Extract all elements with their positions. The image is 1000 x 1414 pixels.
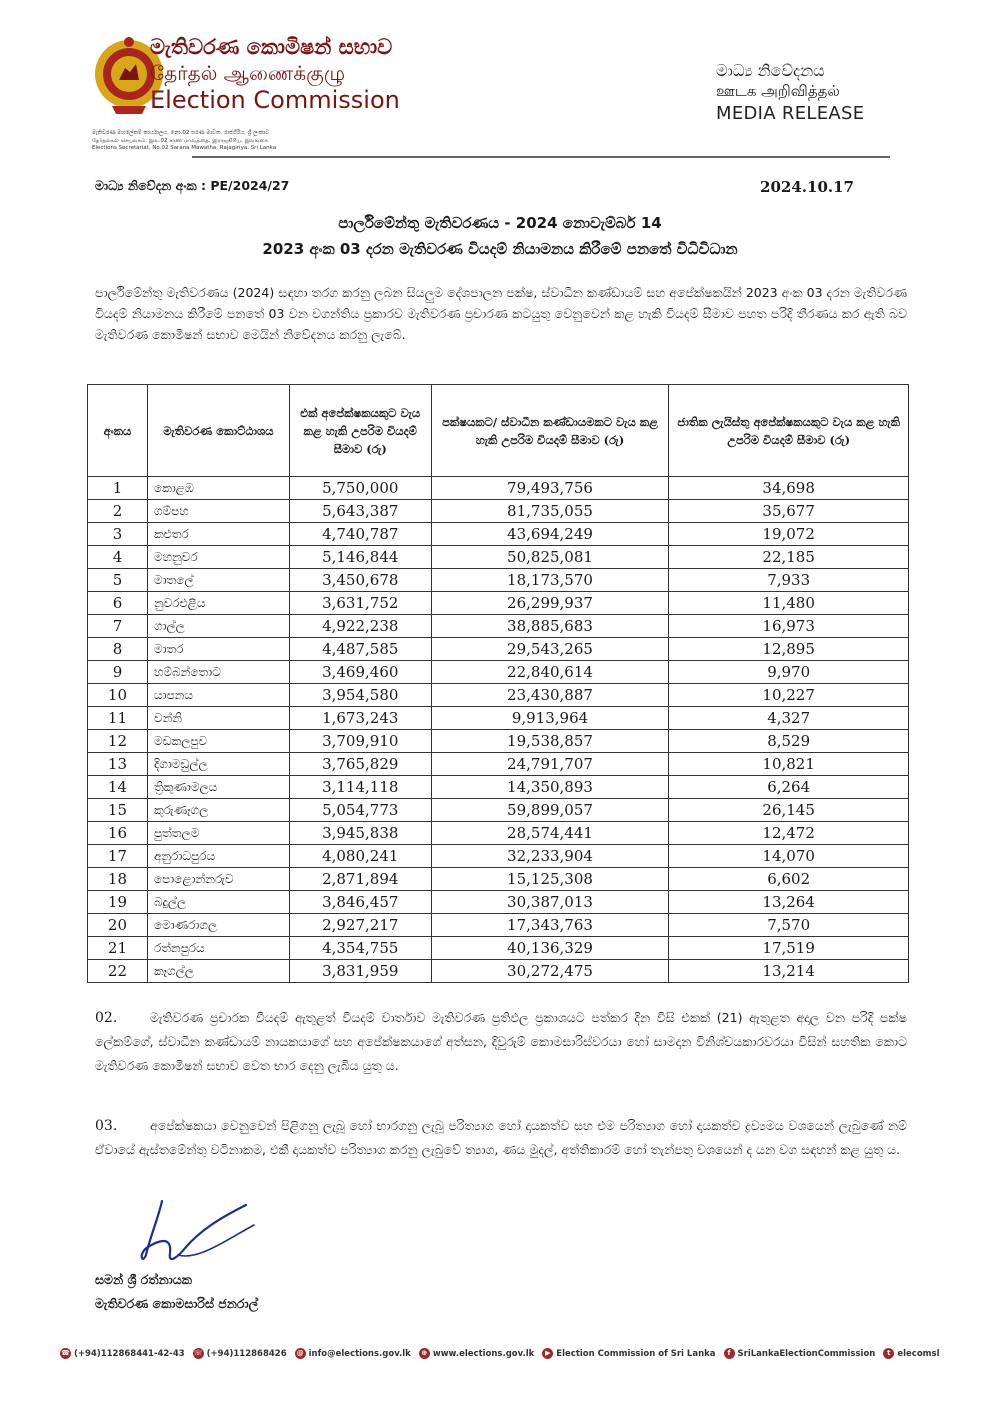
cell-party-limit: 32,233,904 [431, 845, 669, 868]
cell-no: 22 [88, 960, 148, 983]
cell-party-limit: 30,272,475 [431, 960, 669, 983]
facebook-icon: f [724, 1348, 735, 1359]
intro-paragraph: පාර්ලිමේන්තු මැතිවරණය (2024) සඳහා තරග කරනු ලබන සියලුම දේශපාලන පක්ෂ, ස්වාධීන කණ්ඩායම් සහ අපේක්ෂකයින් 2023 අංක 03 දරන මැතිවරණ වියදම් නියාමනය කිරීමේ පනතේ 03 වන වගන්තිය ප්‍රකාරව මැතිවරණ ප්‍රචාරණ කටයුතු වෙනුවෙන් කළ හැකි වියදම් සීමාව පහත පරිදි තීරණය කර ඇති බව මැතිවරණ කොමිෂන් සභාව මෙයින් නිවේදනය කරනු ලැබේ. [95, 285, 907, 342]
table-row [88, 684, 909, 707]
cell-party-limit: 18,173,570 [431, 569, 669, 592]
cell-district: කළුතර [147, 523, 289, 546]
cell-national-list-limit: 13,264 [669, 891, 909, 914]
cell-candidate-limit: 3,765,829 [289, 753, 431, 776]
cell-no: 10 [88, 684, 148, 707]
footer-twitter-text: elecomsl [897, 1348, 940, 1359]
cell-no: 15 [88, 799, 148, 822]
table-row [88, 661, 909, 684]
cell-national-list-limit: 34,698 [669, 477, 909, 500]
table-row [88, 753, 909, 776]
table-row [88, 500, 909, 523]
cell-no: 11 [88, 707, 148, 730]
globe-icon: ⊕ [419, 1348, 430, 1359]
cell-candidate-limit: 3,831,959 [289, 960, 431, 983]
table-row [88, 615, 909, 638]
document-title: පාර්ලිමේන්තු මැතිවරණය - 2024 නොවැම්බර් 14 [338, 214, 662, 232]
cell-national-list-limit: 10,227 [669, 684, 909, 707]
cell-no: 17 [88, 845, 148, 868]
cell-national-list-limit: 7,933 [669, 569, 909, 592]
media-release-label [716, 60, 886, 126]
commission-names [150, 34, 400, 114]
cell-candidate-limit: 3,631,752 [289, 592, 431, 615]
footer-phone-1[interactable] [60, 1348, 185, 1359]
cell-party-limit: 15,125,308 [431, 868, 669, 891]
cell-no: 8 [88, 638, 148, 661]
table-row [88, 592, 909, 615]
footer-website[interactable] [419, 1348, 534, 1359]
cell-district: පොළොන්නරුව [147, 868, 289, 891]
paragraph-text: අපේක්ෂකයා වෙනුවෙන් පිළිගනු ලැබූ හෝ භාරගනු ලැබූ පරිත්‍යාග හෝ දායකත්ව සහ එම පරිත්‍යාග හෝ දායකත්ව ද්‍රව්‍යමය වශයෙන් ලැබුණේ නම් ඒවායේ ඇස්තමේන්තු වටිනාකම, එකී දායකත්ව පරිත්‍යාග කරනු ලැබුවේ ත්‍යාග, ණය මුදල්, අත්තිකාරම් හෝ තැන්පතු වශයෙන් ද යන වග සඳහන් කළ යුතු ය. [95, 1118, 907, 1157]
table-header-row [88, 385, 909, 477]
cell-national-list-limit: 6,264 [669, 776, 909, 799]
cell-candidate-limit: 4,354,755 [289, 937, 431, 960]
footer-youtube-text: Election Commission of Sri Lanka [556, 1348, 716, 1359]
cell-party-limit: 43,694,249 [431, 523, 669, 546]
table-row [88, 477, 909, 500]
signatory-designation: මැතිවරණ කොමසාරිස් ජනරාල් [95, 1296, 259, 1311]
cell-party-limit: 28,574,441 [431, 822, 669, 845]
letterhead-address [92, 130, 392, 153]
cell-candidate-limit: 5,054,773 [289, 799, 431, 822]
cell-national-list-limit: 17,519 [669, 937, 909, 960]
cell-national-list-limit: 7,570 [669, 914, 909, 937]
letterhead [92, 30, 892, 160]
cell-district: මාතලේ [147, 569, 289, 592]
table-row [88, 638, 909, 661]
cell-candidate-limit: 2,871,894 [289, 868, 431, 891]
table-row [88, 569, 909, 592]
signatory [95, 1268, 258, 1316]
cell-party-limit: 40,136,329 [431, 937, 669, 960]
cell-candidate-limit: 3,945,838 [289, 822, 431, 845]
table-row [88, 937, 909, 960]
cell-district: ගම්පහ [147, 500, 289, 523]
table-row [88, 845, 909, 868]
cell-district: මාතර [147, 638, 289, 661]
cell-district: අනුරාධපුරය [147, 845, 289, 868]
phone-icon: ☎ [61, 1349, 70, 1357]
cell-party-limit: 24,791,707 [431, 753, 669, 776]
footer-website-text: www.elections.gov.lk [432, 1348, 535, 1359]
media-release-english: MEDIA RELEASE [716, 103, 865, 124]
cell-party-limit: 17,343,763 [431, 914, 669, 937]
footer-phone-2[interactable] [193, 1348, 287, 1359]
footer-phone-1-text: (+94)112868441-42-43 [74, 1348, 185, 1359]
cell-district: පුත්තලම [147, 822, 289, 845]
table-row [88, 776, 909, 799]
youtube-icon: ▶ [542, 1348, 553, 1359]
cell-party-limit: 9,913,964 [431, 707, 669, 730]
cell-national-list-limit: 12,895 [669, 638, 909, 661]
cell-no: 16 [88, 822, 148, 845]
fax-icon: ☏ [193, 1349, 203, 1357]
paragraph-03 [95, 1114, 907, 1162]
cell-no: 19 [88, 891, 148, 914]
cell-district: බදුල්ල [147, 891, 289, 914]
address-tamil: தேர்தல்கள் செயலகம், இல.02 சரண மாவத்தை, இராஜகிரிய, இலங்கை [92, 137, 269, 144]
cell-no: 4 [88, 546, 148, 569]
cell-national-list-limit: 8,529 [669, 730, 909, 753]
table-row [88, 960, 909, 983]
cell-candidate-limit: 3,954,580 [289, 684, 431, 707]
table-row [88, 523, 909, 546]
footer-email[interactable] [295, 1348, 411, 1359]
cell-party-limit: 14,350,893 [431, 776, 669, 799]
paragraph-number: 03. [95, 1118, 118, 1134]
cell-district: කොළඹ [147, 477, 289, 500]
cell-district: කුරුණෑගල [147, 799, 289, 822]
cell-national-list-limit: 6,602 [669, 868, 909, 891]
cell-candidate-limit: 1,673,243 [289, 707, 431, 730]
cell-no: 7 [88, 615, 148, 638]
cell-candidate-limit: 5,643,387 [289, 500, 431, 523]
cell-candidate-limit: 4,740,787 [289, 523, 431, 546]
cell-national-list-limit: 11,480 [669, 592, 909, 615]
cell-party-limit: 81,735,055 [431, 500, 669, 523]
cell-district: මහනුවර [147, 546, 289, 569]
cell-district: යාපනය [147, 684, 289, 707]
cell-party-limit: 38,885,683 [431, 615, 669, 638]
cell-no: 20 [88, 914, 148, 937]
table-row [88, 546, 909, 569]
commission-name-tamil: தேர்தல் ஆணைக்குழு [150, 61, 346, 85]
cell-no: 1 [88, 477, 148, 500]
commission-name-english: Election Commission [150, 86, 400, 114]
document-subtitle: 2023 අංක 03 දරන මැතිවරණ වියදම් නියාමනය කිරීමේ පනතේ විධිවිධාන [262, 240, 738, 258]
cell-district: හම්බන්තොට [147, 661, 289, 684]
table-row [88, 914, 909, 937]
reference-number: මාධ්‍ය නිවේදන අංක : PE/2024/27 [95, 178, 290, 193]
media-release-tamil: ஊடக அறிவித்தல் [716, 82, 840, 100]
header-district: මැතිවරණ කොට්ඨාශය [147, 385, 289, 477]
cell-district: ත්‍රිකුණාමලය [147, 776, 289, 799]
cell-national-list-limit: 35,677 [669, 500, 909, 523]
table-row [88, 730, 909, 753]
table-row [88, 707, 909, 730]
cell-party-limit: 19,538,857 [431, 730, 669, 753]
cell-no: 2 [88, 500, 148, 523]
header-national-list-limit: ජාතික ලැයිස්තු අපේක්ෂකයකුට වැය කළ හැකි උපරිම වියදම් සීමාව (රු) [669, 385, 909, 477]
cell-national-list-limit: 4,327 [669, 707, 909, 730]
cell-district: නුවරඑළිය [147, 592, 289, 615]
cell-district: මොණරාගල [147, 914, 289, 937]
cell-national-list-limit: 9,970 [669, 661, 909, 684]
cell-party-limit: 23,430,887 [431, 684, 669, 707]
footer-email-text: info@elections.gov.lk [308, 1348, 411, 1359]
cell-candidate-limit: 3,846,457 [289, 891, 431, 914]
cell-candidate-limit: 5,750,000 [289, 477, 431, 500]
cell-national-list-limit: 26,145 [669, 799, 909, 822]
cell-no: 3 [88, 523, 148, 546]
table-row [88, 822, 909, 845]
cell-national-list-limit: 10,821 [669, 753, 909, 776]
media-release-sinhala: මාධ්‍ය නිවේදනය [716, 61, 825, 80]
twitter-icon: t [883, 1348, 894, 1359]
header-divider [192, 156, 890, 158]
paragraph-02 [95, 1006, 907, 1078]
address-english: Elections Secretariat, No.02 Sarana Mawatha, Rajagiriya, Sri Lanka [92, 145, 277, 151]
cell-party-limit: 50,825,081 [431, 546, 669, 569]
commission-name-sinhala: මැතිවරණ කොමිෂන් සභාව [150, 35, 393, 59]
paragraph-text: මැතිවරණ ප්‍රචාරක වියදම් ඇතුළත් වියදම් වාර්තාව මැතිවරණ ප්‍රතිඵල ප්‍රකාශයට පත්කර දින විසි එකක් (21) ඇතුළත අදාල වන පරිදි පක්ෂ ලේකම්ගේ, ස්වාධීන කණ්ඩායම් නායකයාගේ සහ අපේක්ෂකයාගේ අත්සන, දිවුරුම් කොමසාරිස්වරයා හෝ සාමදාන විනිශ්චයකාරවරයා විසින් සහතික කොට මැතිවරණ කොමිෂන් සභාව වෙත භාර දෙනු ලැබිය යුතු ය. [95, 1010, 907, 1073]
cell-no: 18 [88, 868, 148, 891]
cell-candidate-limit: 3,114,118 [289, 776, 431, 799]
cell-no: 12 [88, 730, 148, 753]
table-row [88, 891, 909, 914]
release-date: 2024.10.17 [760, 178, 854, 196]
spending-limit-table [87, 384, 909, 983]
cell-candidate-limit: 2,927,217 [289, 914, 431, 937]
cell-candidate-limit: 5,146,844 [289, 546, 431, 569]
cell-candidate-limit: 3,709,910 [289, 730, 431, 753]
cell-no: 9 [88, 661, 148, 684]
cell-no: 14 [88, 776, 148, 799]
cell-no: 13 [88, 753, 148, 776]
cell-district: කෑගල්ල [147, 960, 289, 983]
address-sinhala: මැතිවරණ මහලේකම් කාර්යාලය, නො.02 සරණ මාවත, රාජගිරිය, ශ්‍රී ලංකාව [92, 130, 270, 136]
email-icon: @ [296, 1349, 304, 1357]
cell-national-list-limit: 19,072 [669, 523, 909, 546]
cell-district: දිගාමඩුල්ල [147, 753, 289, 776]
cell-party-limit: 30,387,013 [431, 891, 669, 914]
cell-candidate-limit: 4,487,585 [289, 638, 431, 661]
signatory-name: සමන් ශ්‍රී රත්නායක [95, 1272, 192, 1287]
cell-national-list-limit: 16,973 [669, 615, 909, 638]
footer-youtube[interactable] [542, 1348, 715, 1359]
cell-national-list-limit: 14,070 [669, 845, 909, 868]
cell-district: වන්නි [147, 707, 289, 730]
cell-district: ගාල්ල [147, 615, 289, 638]
header-party-limit: පක්ෂයකට/ ස්වාධීන කණ්ඩායමකට වැය කළ හැකි උපරිම වියදම් සීමාව (රු) [431, 385, 669, 477]
footer-facebook-text: SriLankaElectionCommission [737, 1348, 876, 1359]
table-body [88, 477, 909, 983]
cell-national-list-limit: 13,214 [669, 960, 909, 983]
cell-candidate-limit: 4,080,241 [289, 845, 431, 868]
cell-no: 21 [88, 937, 148, 960]
footer-facebook[interactable] [724, 1348, 876, 1359]
cell-no: 6 [88, 592, 148, 615]
cell-no: 5 [88, 569, 148, 592]
paragraph-number: 02. [95, 1010, 118, 1026]
contact-footer [60, 1348, 940, 1359]
footer-twitter[interactable] [883, 1348, 939, 1359]
header-candidate-limit: එක් අපේක්ෂකයකුට වැය කළ හැකි උපරිම වියදම් සීමාව (රු) [289, 385, 431, 477]
cell-party-limit: 22,840,614 [431, 661, 669, 684]
cell-party-limit: 26,299,937 [431, 592, 669, 615]
cell-party-limit: 29,543,265 [431, 638, 669, 661]
table-row [88, 799, 909, 822]
cell-candidate-limit: 3,450,678 [289, 569, 431, 592]
cell-national-list-limit: 22,185 [669, 546, 909, 569]
cell-party-limit: 59,899,057 [431, 799, 669, 822]
header-no: අංකය [88, 385, 148, 477]
footer-phone-2-text: (+94)112868426 [206, 1348, 287, 1359]
cell-candidate-limit: 3,469,460 [289, 661, 431, 684]
table-row [88, 868, 909, 891]
cell-candidate-limit: 4,922,238 [289, 615, 431, 638]
cell-party-limit: 79,493,756 [431, 477, 669, 500]
cell-district: මඩකලපුව [147, 730, 289, 753]
cell-district: රත්නපුරය [147, 937, 289, 960]
cell-national-list-limit: 12,472 [669, 822, 909, 845]
